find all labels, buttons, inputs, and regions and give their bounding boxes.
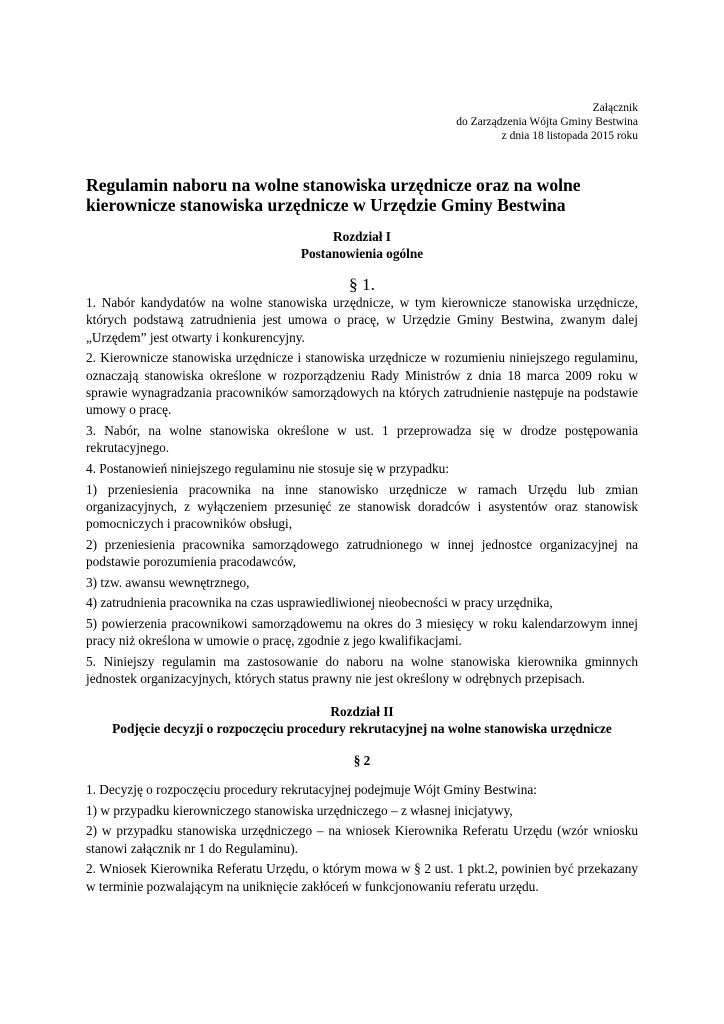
attachment-order-reference: do Zarządzenia Wójta Gminy Bestwina <box>456 116 638 128</box>
list-item: 4) zatrudnienia pracownika na czas usprawiedliwionej nieobecności w pracy urzędnika, <box>86 595 553 611</box>
document-title: Regulamin naboru na wolne stanowiska urzędnicze oraz na wolne kierownicze stanowiska urzędnicze w Urzędzie Gminy Bestwina <box>86 175 581 215</box>
section-1-heading: § 1. <box>349 275 375 294</box>
section-2-heading: § 2 <box>353 753 371 768</box>
chapter-2-body <box>86 781 638 898</box>
paragraph: 5. Niniejszy regulamin ma zastosowanie do naboru na wolne stanowiska kierownika gminnych jednostek organizacyjnych, których status prawny nie jest określony w odrębnych przepisach. <box>86 654 638 687</box>
paragraph: 4. Postanowień niniejszego regulaminu nie stosuje się w przypadku: <box>86 460 450 476</box>
list-item: 2) w przypadku stanowiska urzędniczego – na wniosek Kierownika Referatu Urzędu (wzór wniosku stanowi załącznik nr 1 do Regulaminu). <box>86 823 638 856</box>
paragraph: 1. Decyzję o rozpoczęciu procedury rekrutacyjnej podejmuje Wójt Gminy Bestwina: <box>86 782 537 797</box>
list-item: 3) tzw. awansu wewnętrznego, <box>86 574 250 590</box>
chapter-1-subheading: Postanowienia ogólne <box>300 246 424 261</box>
paragraph: 2. Kierownicze stanowiska urzędnicze i stanowiska urzędnicze w rozumieniu niniejszego regulaminu, oznaczają stanowiska określone w rozporządzeniu Rady Ministrów z dnia 18 marca 2009 roku w sprawie wynagradzania pracowników samorządowych na których zatrudnienie następuje na podstawie umowy o pracę. <box>86 350 638 418</box>
list-item: 2) przeniesienia pracownika samorządowego zatrudnionego w innej jednostce organizacyjnej na podstawie porozumienia pracodawców, <box>86 536 638 570</box>
paragraph: 3. Nabór, na wolne stanowiska określone w ust. 1 przeprowadza się w drodze postępowania rekrutacyjnego. <box>86 422 638 456</box>
paragraph: 2. Wniosek Kierownika Referatu Urzędu, o którym mowa w § 2 ust. 1 pkt.2, powinien być przekazany w terminie pozwalającym na uniknięcie zakłóceń w funkcjonowaniu referatu urzędu. <box>86 861 638 894</box>
list-item: 5) powierzenia pracownikowi samorządowemu na okres do 3 miesięcy w roku kalendarzowym innej pracy niż określona w umowie o pracę, zgodnie z jego kwalifikacjami. <box>86 616 638 649</box>
list-item: 1) przeniesienia pracownika na inne stanowisko urzędnicze w ramach Urzędu lub zmian organizacyjnych, z wyłączeniem przesunięć ze stanowisk doradców i asystentów oraz stanowisk pomocniczych i pracowników obsługi, <box>86 481 638 532</box>
attachment-date: z dnia 18 listopada 2015 roku <box>501 130 638 142</box>
chapter-2-subheading: Podjęcie decyzji o rozpoczęciu procedury rekrutacyjnej na wolne stanowiska urzędnicze <box>112 721 612 736</box>
chapter-1-heading: Rozdział I <box>333 229 391 244</box>
paragraph: 1. Nabór kandydatów na wolne stanowiska urzędnicze, w tym kierownicze stanowiska urzędnicze, których podstawą zatrudnienia jest umowa o pracę, w Urzędzie Gminy Bestwina, zwanym dalej „Urzędem” jest otwarty i konkurencyjny. <box>86 295 638 345</box>
list-item: 1) w przypadku kierowniczego stanowiska urzędniczego – z własnej inicjatywy, <box>86 802 513 818</box>
attachment-label: Załącznik <box>592 102 638 114</box>
chapter-2-heading: Rozdział II <box>330 704 394 719</box>
attachment-note <box>456 101 638 143</box>
chapter-1-body <box>86 294 638 691</box>
